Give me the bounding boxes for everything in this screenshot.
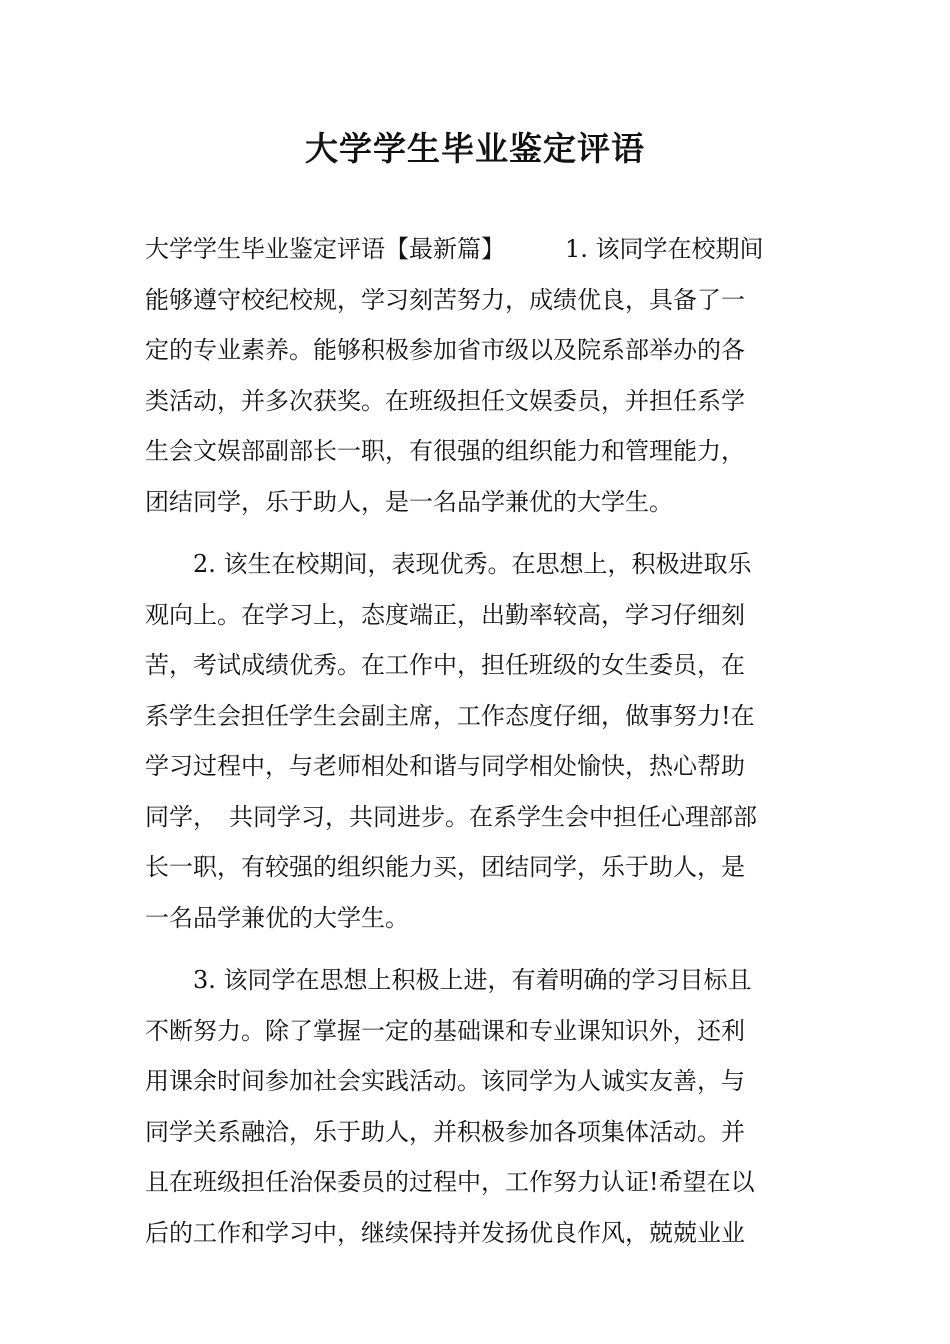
paragraph-line: 生会文娱部副部长一职，有很强的组织能力和管理能力， [145, 437, 745, 465]
paragraph-line: 同学关系融洽，乐于助人，并积极参加各项集体活动。并 [145, 1117, 745, 1146]
paragraph-line: 系学生会担任学生会副主席，工作态度仔细，做事努力!在 [145, 701, 755, 730]
paragraph-line: 观向上。在学习上，态度端正，出勤率较高，学习仔细刻 [145, 600, 745, 629]
document-body [145, 224, 810, 1258]
paragraph-line: 能够遵守校纪校规，学习刻苦努力，成绩优良，具备了一 [145, 285, 745, 314]
paragraph-2 [145, 539, 810, 943]
paragraph-3 [145, 955, 810, 1258]
paragraph-line: 后的工作和学习中，继续保持并发扬优良作风，兢兢业业 [145, 1218, 745, 1247]
document-title: 大学学生毕业鉴定评语 [305, 129, 645, 168]
paragraph-spacer [145, 527, 810, 539]
paragraph-line: 类活动，并多次获奖。在班级担任文娱委员，并担任系学 [145, 386, 745, 415]
paragraph-line: 长一职，有较强的组织能力买，团结同学，乐于助人，是 [145, 853, 745, 881]
paragraph-line: 苦，考试成绩优秀。在工作中，担任班级的女生委员，在 [145, 651, 745, 679]
paragraph-line: 同学， 共同学习，共同进步。在系学生会中担任心理部部 [145, 802, 757, 831]
paragraph-line: 团结同学，乐于助人，是一名品学兼优的大学生。 [145, 487, 673, 516]
paragraph-line: 定的专业素养。能够积极参加省市级以及院系部举办的各 [145, 336, 745, 364]
paragraph-line: 不断努力。除了掌握一定的基础课和专业课知识外，还利 [145, 1016, 745, 1045]
paragraph-1 [145, 224, 810, 527]
paragraph-line: 3. 该同学在思想上积极上进，有着明确的学习目标且 [193, 966, 752, 994]
paragraph-line: 用课余时间参加社会实践活动。该同学为人诚实友善，与 [145, 1067, 745, 1095]
paragraph-line: 且在班级担任治保委员的过程中，工作努力认证!希望在以 [145, 1168, 755, 1196]
paragraph-spacer [145, 943, 810, 955]
paragraph-line: 大学学生毕业鉴定评语【最新篇】 1. 该同学在校期间 [145, 235, 764, 263]
paragraph-line: 2. 该生在校期间，表现优秀。在思想上，积极进取乐 [193, 550, 752, 578]
paragraph-line: 一名品学兼优的大学生。 [145, 903, 409, 932]
paragraph-line: 学习过程中，与老师相处和谐与同学相处愉快，热心帮助 [145, 752, 745, 780]
